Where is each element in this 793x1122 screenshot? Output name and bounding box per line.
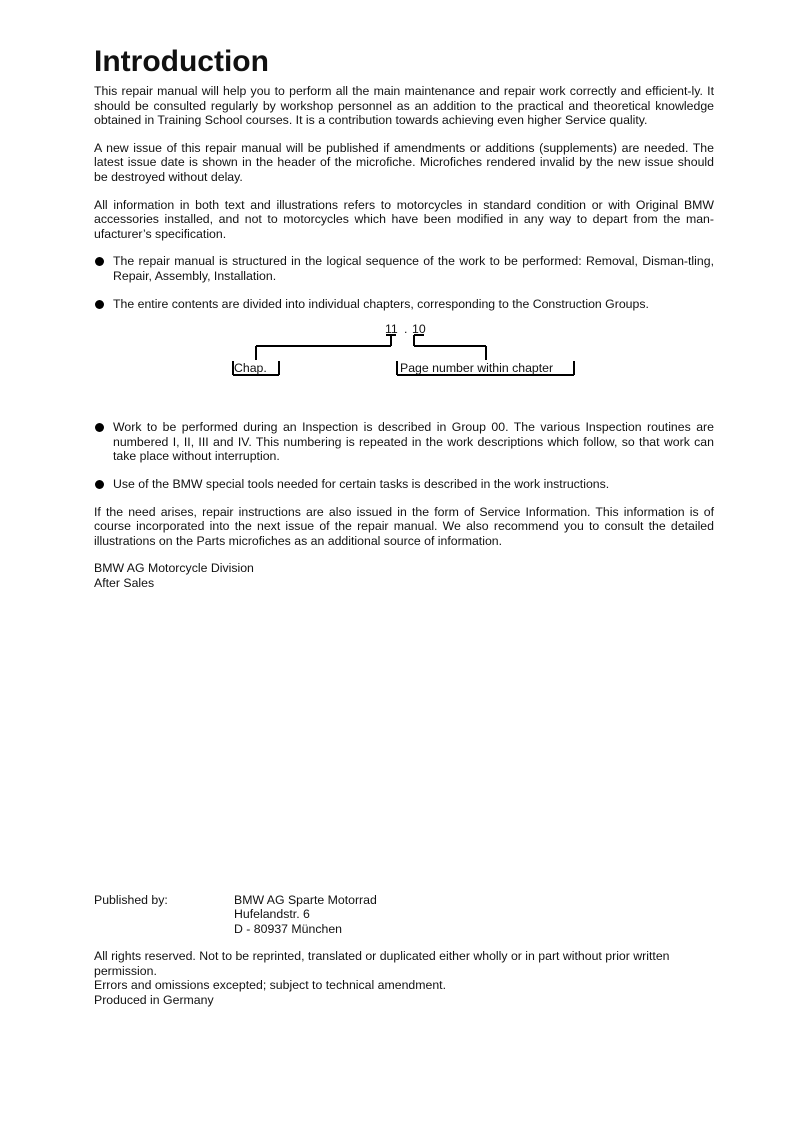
bullet-text: Use of the BMW special tools needed for certain tasks is described in the work instructions.: [113, 476, 610, 491]
page-number-label: Page number within chapter: [400, 361, 554, 376]
bullet-text: The entire contents are divided into individual chapters, corresponding to the Construction Groups.: [113, 296, 649, 311]
intro-paragraph-2: A new issue of this repair manual will be published if amendments or additions (supplements) are needed. The latest issue date is shown in the header of the microfiche. Microfiches rendered invalid by the new issue should be destroyed without delay.: [94, 140, 714, 184]
chapter-number: 11: [385, 322, 398, 337]
publisher-address: [234, 893, 377, 936]
signature-line-2: After Sales: [94, 575, 155, 590]
rights-line-3: Produced in Germany: [94, 992, 214, 1007]
chapter-label: Chap.: [234, 361, 267, 376]
closing-paragraph: If the need arises, repair instructions are also issued in the form of Service Information. This information is of course incorporated into the next issue of the repair manual. We also recommend you to consult the detailed illustrations on the Parts microfiches as an additional source of information.: [94, 504, 714, 548]
bullet-item: [94, 420, 714, 464]
page-number: 10: [412, 322, 426, 337]
page-title: Introduction: [94, 45, 269, 78]
bullet-text: Work to be performed during an Inspection is described in Group 00. The various Inspection routines are numbered I, II, III and IV. This numbering is repeated in the work descriptions which follow, so that work can take place without interruption.: [113, 420, 714, 464]
bullet-text: The repair manual is structured in the logical sequence of the work to be performed: Removal, Disman-tling, Repair, Assembly, Installation.: [113, 254, 714, 283]
bullet-item: [94, 254, 714, 283]
bullet-dot-icon: [95, 300, 104, 309]
page-numbering-diagram: [94, 322, 714, 408]
bullet-dot-icon: [95, 257, 104, 266]
bullet-item: [94, 477, 714, 492]
intro-paragraph-1: This repair manual will help you to perform all the main maintenance and repair work correctly and efficient-ly. It should be consulted regularly by workshop personnel as an addition to the practical and theoretical knowledge obtained in Training School courses. It is a contribution towards achieving even higher Service quality.: [94, 84, 714, 128]
number-separator: .: [404, 322, 408, 337]
publisher-city: D - 80937 München: [234, 921, 343, 936]
signature-line-1: BMW AG Motorcycle Division: [94, 561, 254, 576]
rights-line-1: All rights reserved. Not to be reprinted, translated or duplicated either wholly or in part without prior written permission.: [94, 949, 670, 978]
publisher-street: Hufelandstr. 6: [234, 907, 310, 922]
bullet-dot-icon: [95, 480, 104, 489]
rights-line-2: Errors and omissions excepted; subject to technical amendment.: [94, 978, 447, 992]
bullet-dot-icon: [95, 423, 104, 432]
publisher-name: BMW AG Sparte Motorrad: [234, 893, 377, 907]
publisher-label: Published by:: [94, 893, 168, 907]
document-page: [94, 44, 714, 590]
bullet-item: [94, 297, 714, 312]
rights-notice: [94, 949, 714, 1007]
intro-paragraph-3: All information in both text and illustrations refers to motorcycles in standard condition or with Original BMW accessories installed, and not to motorcycles which have been modified in any way to depart from the man-ufacturer’s specification.: [94, 197, 714, 241]
